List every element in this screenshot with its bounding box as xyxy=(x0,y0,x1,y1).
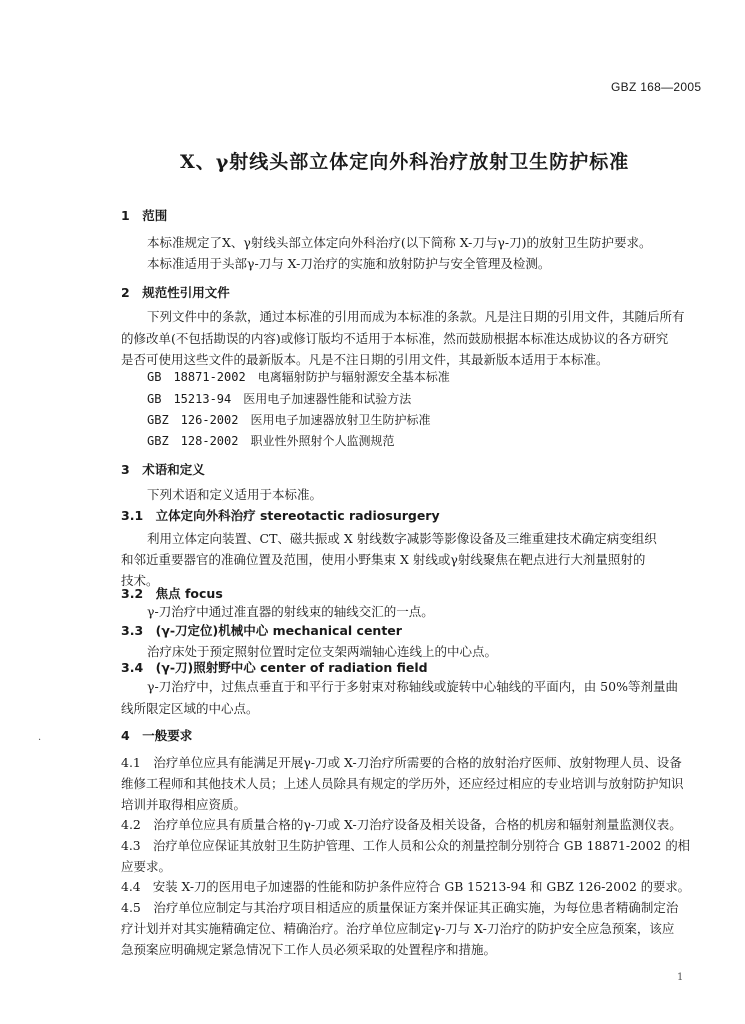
term-3-4-line1: γ-刀治疗中，过焦点垂直于和平行于多射束对称轴线或旋转中心轴线的平面内，由 50%等剂量曲 xyxy=(147,679,678,694)
requirement-4-3-line1: 4.3 治疗单位应保证其放射卫生防护管理、工作人员和公众的剂量控制分别符合 GB 18871-2002 的相 xyxy=(121,838,690,853)
standard-code: GBZ 168—2005 xyxy=(611,80,702,94)
term-3-1-line3: 技术。 xyxy=(121,573,159,588)
term-3-4-line2: 线所限定区域的中心点。 xyxy=(121,701,259,716)
section-1-paragraph-1: 本标准规定了X、γ射线头部立体定向外科治疗(以下简称 X-刀与γ-刀)的放射卫生防护要求。 xyxy=(147,235,652,250)
reference-item: GB 18871-2002 电离辐射防护与辐射源安全基本标准 xyxy=(147,370,450,384)
section-2-paragraph-line2: 的修改单(不包括勘误的内容)或修订版均不适用于本标准，然而鼓励根据本标准达成协议的各方研究 xyxy=(121,331,669,346)
section-1-heading: 1 范围 xyxy=(121,208,168,223)
requirement-4-2: 4.2 治疗单位应具有质量合格的γ-刀或 X-刀治疗设备及相关设备，合格的机房和辐射剂量监测仪表。 xyxy=(121,817,682,832)
document-title: X、γ射线头部立体定向外科治疗放射卫生防护标准 xyxy=(180,151,630,173)
term-3-3-text: 治疗床处于预定照射位置时定位支架两端轴心连线上的中心点。 xyxy=(147,644,498,659)
requirement-4-3-line2: 应要求。 xyxy=(121,859,172,874)
section-2-paragraph-line1: 下列文件中的条款，通过本标准的引用而成为本标准的条款。凡是注日期的引用文件，其随后所有 xyxy=(147,309,685,324)
reference-item: GBZ 128-2002 职业性外照射个人监测规范 xyxy=(147,434,395,448)
requirement-4-5-line3: 急预案应明确规定紧急情况下工作人员必须采取的处置程序和措施。 xyxy=(121,942,497,957)
term-3-4-heading: 3.4 (γ-刀)照射野中心 center of radiation field xyxy=(121,660,428,675)
requirement-4-1-line2: 维修工程师和其他技术人员；上述人员除具有规定的学历外，还应经过相应的专业培训与放射防护知识 xyxy=(121,776,684,791)
section-3-heading: 3 术语和定义 xyxy=(121,462,205,477)
requirement-4-5-line1: 4.5 治疗单位应制定与其治疗项目相适应的质量保证方案并保证其正确实施，为每位患者精确制定治 xyxy=(121,900,679,915)
reference-item: GB 15213-94 医用电子加速器性能和试验方法 xyxy=(147,392,412,406)
term-3-1-line1: 利用立体定向装置、CT、磁共振或 X 射线数字减影等影像设备及三维重建技术确定病变组织 xyxy=(147,531,657,546)
scan-speck: · xyxy=(38,735,42,746)
section-2-heading: 2 规范性引用文件 xyxy=(121,285,230,300)
section-4-heading: 4 一般要求 xyxy=(121,728,193,743)
reference-item: GBZ 126-2002 医用电子加速器放射卫生防护标准 xyxy=(147,413,431,427)
term-3-2-text: γ-刀治疗中通过准直器的射线束的轴线交汇的一点。 xyxy=(147,604,434,619)
page-number: 1 xyxy=(677,972,684,983)
requirement-4-1-line3: 培训并取得相应资质。 xyxy=(121,797,247,812)
term-3-2-heading: 3.2 焦点 focus xyxy=(121,586,223,601)
requirement-4-4: 4.4 安装 X-刀的医用电子加速器的性能和防护条件应符合 GB 15213-94 和 GBZ 126-2002 的要求。 xyxy=(121,879,690,894)
section-1-paragraph-2: 本标准适用于头部γ-刀与 X-刀治疗的实施和放射防护与安全管理及检测。 xyxy=(147,256,551,271)
term-3-3-heading: 3.3 (γ-刀定位)机械中心 mechanical center xyxy=(121,623,402,638)
requirement-4-1-line1: 4.1 治疗单位应具有能满足开展γ-刀或 X-刀治疗所需要的合格的放射治疗医师、放射物理人员、设备 xyxy=(121,755,682,770)
section-3-intro: 下列术语和定义适用于本标准。 xyxy=(147,487,323,502)
term-3-1-line2: 和邻近重要器官的准确位置及范围，使用小野集束 X 射线或γ射线聚焦在靶点进行大剂量照射的 xyxy=(121,552,646,567)
term-3-1-heading: 3.1 立体定向外科治疗 stereotactic radiosurgery xyxy=(121,508,440,523)
section-2-paragraph-line3: 是否可使用这些文件的最新版本。凡是不注日期的引用文件，其最新版本适用于本标准。 xyxy=(121,352,609,367)
requirement-4-5-line2: 疗计划并对其实施精确定位、精确治疗。治疗单位应制定γ-刀与 X-刀治疗的防护安全应急预案，该应 xyxy=(121,921,675,936)
